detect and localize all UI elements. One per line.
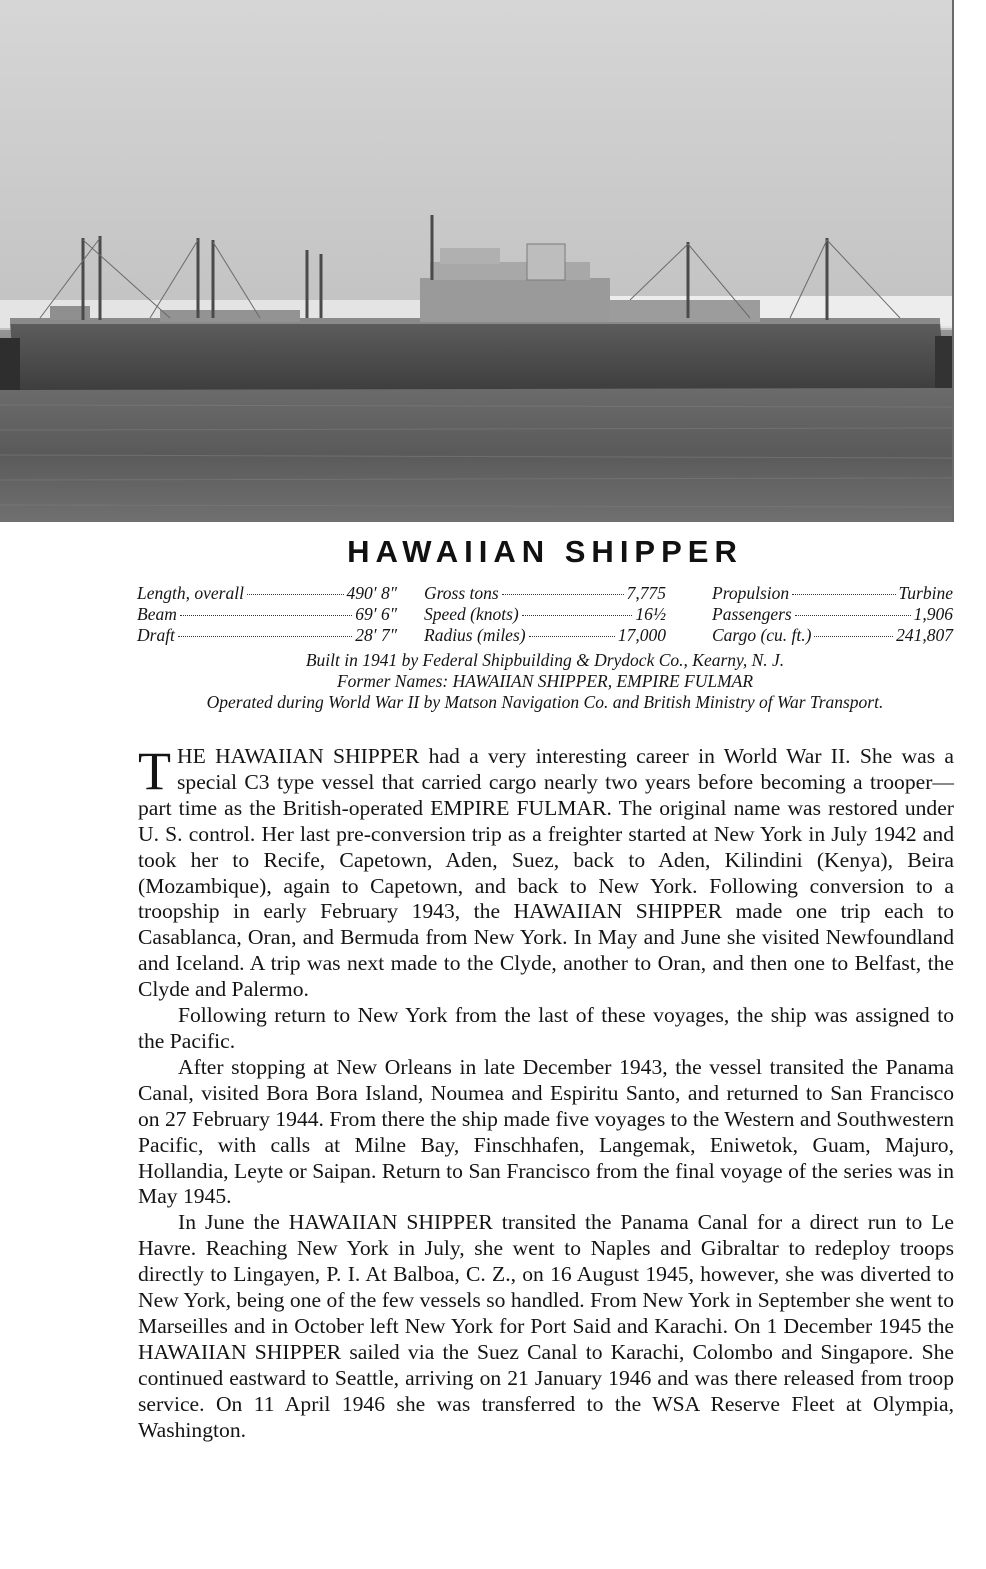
specifications: [137, 583, 953, 647]
spec-value: 241,807: [896, 625, 953, 645]
spec-propulsion: [712, 583, 953, 604]
spec-draft: [137, 625, 397, 646]
spec-cargo: [712, 625, 953, 646]
spec-label: Passengers: [712, 604, 792, 624]
spec-label: Length, overall: [137, 583, 244, 603]
ship-photo: [0, 0, 952, 522]
former-names-line: Former Names: HAWAIIAN SHIPPER, EMPIRE FULMAR: [336, 671, 754, 691]
spec-label: Radius (miles): [424, 625, 526, 645]
spec-beam: [137, 604, 397, 625]
spec-value: Turbine: [898, 583, 953, 603]
paragraph: Following return to New York from the last of these voyages, the ship was assigned to the Pacific.: [138, 1003, 954, 1053]
spec-length: [137, 583, 397, 604]
paragraph: In June the HAWAIIAN SHIPPER transited the Panama Canal for a direct run to Le Havre. Reaching New York in July, she went to Naples and Gibraltar to redeploy troops directly to Lingayen, P. I. At Balboa, C. Z., on 16 August 1945, however, she was diverted to New York, being one of the few vessels so handled. From New York in September she went to Marseilles and in October left New York for Port Said and Karachi. On 1 December 1945 the HAWAIIAN SHIPPER sailed via the Suez Canal to Karachi, Colombo and Singapore. She continued eastward to Seattle, arriving on 21 January 1946 and was there released from troop service. On 11 April 1946 she was transferred to the WSA Reserve Fleet at Olympia, Washington.: [138, 1210, 954, 1442]
operated-line: Operated during World War II by Matson Navigation Co. and British Ministry of War Transport.: [206, 692, 884, 712]
photo-border: [952, 0, 954, 522]
drop-cap: T: [138, 741, 171, 801]
spec-label: Beam: [137, 604, 177, 624]
spec-column-3: [712, 583, 953, 646]
ship-illustration: [0, 0, 952, 522]
spec-value: 69′ 6″: [355, 604, 397, 624]
spec-label: Cargo (cu. ft.): [712, 625, 812, 645]
built-line: Built in 1941 by Federal Shipbuilding & Drydock Co., Kearny, N. J.: [305, 650, 785, 670]
spec-label: Draft: [137, 625, 175, 645]
paragraph-text: HE HAWAIIAN SHIPPER had a very interesting career in World War II. She was a special C3 type vessel that carried cargo nearly two years before becoming a trooper—part time as the British-operated EMPIRE FULMAR. The original name was restored under U. S. control. Her last pre-conversion trip as a freighter started at New York in July 1942 and took her to Recife, Capetown, Aden, Suez, back to Aden, Kilindini (Kenya), Beira (Mozambique), again to Capetown, and back to New York. Following conversion to a troopship in early February 1943, the HAWAIIAN SHIPPER made one trip each to Casablanca, Oran, and Bermuda from New York. In May and June she visited Newfoundland and Iceland. A trip was next made to the Clyde, another to Oran, and then one to Belfast, the Clyde and Palermo.: [138, 744, 954, 1002]
spec-value: 7,775: [626, 583, 666, 603]
spec-value: 17,000: [617, 625, 666, 645]
paragraph: [138, 741, 954, 1003]
spec-speed: [424, 604, 666, 625]
spec-value: 16½: [635, 604, 666, 624]
history-text: [138, 741, 954, 1443]
ship-name-title: HAWAIIAN SHIPPER: [347, 534, 743, 569]
spec-gross-tons: [424, 583, 666, 604]
spec-value: 1,906: [913, 604, 953, 624]
spec-label: Propulsion: [712, 583, 790, 603]
spec-value: 490′ 8″: [346, 583, 397, 603]
build-info: [137, 650, 953, 713]
spec-label: Gross tons: [424, 583, 499, 603]
spec-column-2: [424, 583, 666, 646]
spec-column-1: [137, 583, 397, 646]
spec-passengers: [712, 604, 953, 625]
spec-label: Speed (knots): [424, 604, 519, 624]
spec-radius: [424, 625, 666, 646]
spec-value: 28′ 7″: [355, 625, 397, 645]
paragraph: After stopping at New Orleans in late December 1943, the vessel transited the Panama Canal, visited Bora Bora Island, Noumea and Espiritu Santo, and returned to San Francisco on 27 February 1944. From there the ship made five voyages to the Western and Southwestern Pacific, with calls at Milne Bay, Finschhafen, Langemak, Eniwetok, Guam, Majuro, Hollandia, Leyte or Saipan. Return to San Francisco from the final voyage of the series was in May 1945.: [138, 1054, 954, 1209]
